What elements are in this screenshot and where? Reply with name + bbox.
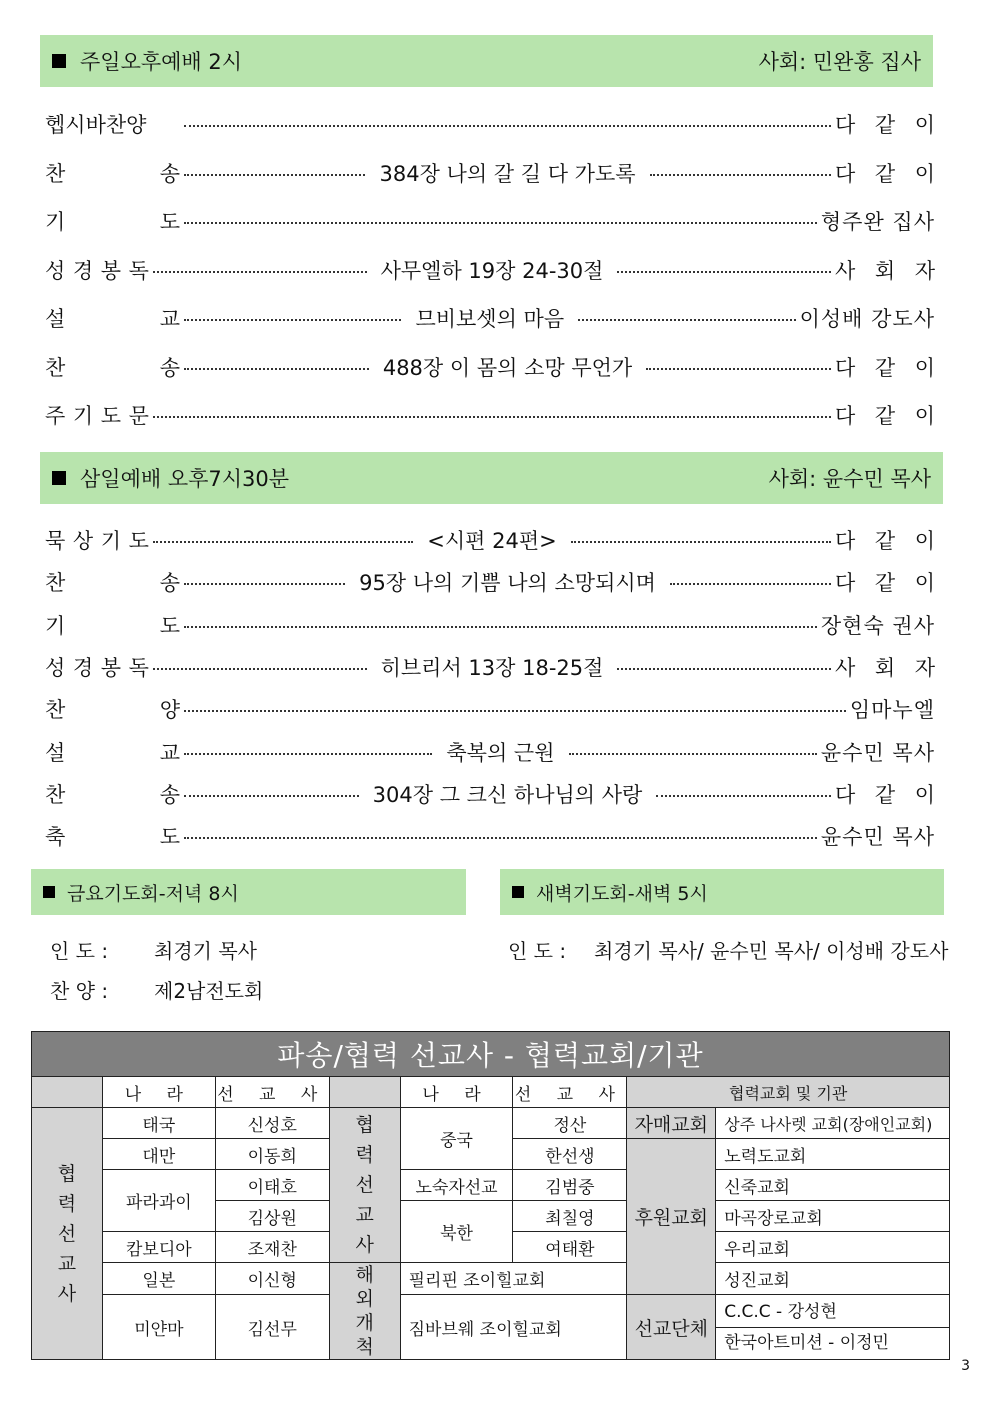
order-of-worship-row	[45, 398, 935, 432]
dotted-leader	[656, 795, 831, 797]
worship-item-detail: <시편 24편>	[427, 529, 557, 553]
dotted-leader	[617, 668, 831, 670]
order-of-worship-row	[45, 301, 935, 335]
square-bullet-icon	[43, 886, 55, 898]
worship-item-label: 주 기 도 문	[45, 404, 149, 428]
worship-item-label: 축 도	[45, 825, 180, 850]
overseas-church: 짐바브웨 조이힐교회	[400, 1295, 627, 1360]
worship-item-leader: 다 같 이	[835, 571, 935, 596]
country-cell: 일본	[102, 1263, 215, 1295]
wednesday-title: 삼일예배 오후7시30분	[80, 467, 290, 491]
dotted-leader	[184, 368, 369, 370]
support-church: 우리교회	[716, 1232, 950, 1263]
worship-item-detail: 므비보셋의 마음	[415, 307, 565, 331]
square-bullet-icon	[512, 886, 524, 898]
dotted-leader	[184, 626, 817, 628]
friday-praise	[50, 975, 263, 1004]
page-number: 3	[961, 1358, 970, 1374]
worship-item-leader: 형주완 집사	[820, 210, 935, 234]
dotted-leader	[650, 174, 831, 176]
mission-org	[716, 1295, 950, 1360]
order-of-worship-row	[45, 650, 935, 684]
worship-item-detail: 384장 나의 갈 길 다 가도록	[379, 161, 636, 186]
friday-title: 금요기도회-저녁 8시	[67, 882, 239, 905]
support-church: 마곡장로교회	[716, 1201, 950, 1232]
worship-item-label: 기 도	[45, 613, 180, 638]
worship-item-label: 찬 송	[45, 571, 180, 596]
missionary-cell: 신성호	[215, 1108, 329, 1139]
missions-table	[31, 1031, 950, 1360]
worship-item-label: 찬 송	[45, 161, 180, 186]
worship-item-label: 찬 송	[45, 355, 180, 380]
order-of-worship-row	[45, 350, 935, 384]
dawn-lead	[508, 935, 948, 964]
order-of-worship-row	[45, 608, 935, 642]
worship-item-label: 헵시바찬양	[45, 113, 147, 137]
sunday-service-header	[40, 35, 933, 87]
order-of-worship-row	[45, 253, 935, 287]
vertical-group-text: 협 력 선 교 사	[355, 1114, 374, 1256]
dotted-leader	[184, 174, 365, 176]
worship-item-label: 설 교	[45, 740, 180, 765]
order-of-worship-row	[45, 565, 935, 599]
dotted-leader	[184, 125, 831, 127]
dawn-prayer-header	[500, 869, 944, 915]
sent-missionary-group	[32, 1108, 103, 1360]
missionary-cell: 정산	[513, 1108, 627, 1139]
col-church-header: 협력교회 및 기관	[627, 1077, 950, 1108]
dotted-leader	[670, 583, 831, 585]
dotted-leader	[578, 319, 795, 321]
dotted-leader	[153, 541, 413, 543]
friday-praise-label: 찬 양 :	[50, 979, 109, 1003]
worship-item-leader: 이성배 강도사	[799, 307, 935, 331]
col-country-header: 나 라	[102, 1077, 215, 1108]
worship-item-leader: 다 같 이	[835, 161, 935, 186]
worship-item-leader: 사 회 자	[835, 655, 935, 680]
missionary-cell: 김선무	[215, 1295, 329, 1360]
worship-item-detail: 히브리서 13장 18-25절	[380, 655, 604, 680]
worship-item-label: 설 교	[45, 307, 180, 331]
dawn-lead-label: 인 도 :	[508, 939, 567, 963]
worship-item-leader: 사 회 자	[835, 258, 935, 283]
col-missionary-header: 선 교 사	[513, 1077, 627, 1108]
dawn-lead-value: 최경기 목사/ 윤수민 목사/ 이성배 강도사	[594, 939, 949, 963]
worship-item-detail: 축복의 근원	[446, 740, 555, 765]
sister-church-label: 자매교회	[627, 1108, 716, 1139]
dotted-leader	[184, 753, 432, 755]
worship-item-detail: 488장 이 몸의 소망 무언가	[382, 355, 633, 380]
worship-item-leader: 다 같 이	[835, 404, 935, 428]
dotted-leader	[184, 319, 401, 321]
dotted-leader	[184, 795, 359, 797]
order-of-worship-row	[45, 692, 935, 726]
order-of-worship-row	[45, 777, 935, 811]
friday-lead	[50, 935, 257, 964]
worship-item-leader: 다 같 이	[835, 782, 935, 807]
order-of-worship-row	[45, 156, 935, 190]
friday-lead-label: 인 도 :	[50, 939, 109, 963]
dotted-leader	[184, 837, 817, 839]
friday-prayer-header	[31, 869, 466, 915]
dotted-leader	[617, 271, 831, 273]
col-missionary-header: 선 교 사	[215, 1077, 329, 1108]
vertical-group-text: 협 력 선 교 사	[57, 1162, 77, 1305]
order-of-worship-row	[45, 819, 935, 853]
mission-org-item: 한국아트미션 - 이정민	[724, 1332, 889, 1353]
order-of-worship-row	[45, 107, 935, 141]
missionary-cell: 이태호	[215, 1170, 329, 1201]
order-of-worship-row	[45, 204, 935, 238]
missionary-cell: 한선생	[513, 1139, 627, 1170]
support-church: 성진교회	[716, 1263, 950, 1295]
order-of-worship-row	[45, 735, 935, 769]
square-bullet-icon	[52, 471, 66, 485]
support-church: 신죽교회	[716, 1170, 950, 1201]
worship-item-label: 성 경 봉 독	[45, 258, 149, 283]
sunday-leader: 사회: 민완홍 집사	[758, 50, 921, 74]
country-cell: 노숙자선교	[400, 1170, 513, 1201]
missionary-cell: 이신형	[215, 1263, 329, 1295]
worship-item-leader: 임마누엘	[849, 698, 935, 723]
support-church: 노력도교회	[716, 1139, 950, 1170]
missionary-cell: 이동희	[215, 1139, 329, 1170]
header-empty-cell	[32, 1077, 103, 1108]
worship-item-leader: 다 같 이	[835, 113, 935, 137]
dotted-leader	[184, 710, 846, 712]
friday-lead-value: 최경기 목사	[154, 939, 257, 963]
missionary-cell: 여태환	[513, 1232, 627, 1263]
worship-item-detail: 95장 나의 기쁨 나의 소망되시며	[359, 571, 656, 596]
missionary-cell: 최칠영	[513, 1201, 627, 1232]
country-cell: 중국	[400, 1108, 513, 1170]
dotted-leader	[569, 753, 817, 755]
support-church-label: 후원교회	[627, 1139, 716, 1295]
country-cell: 캄보디아	[102, 1232, 215, 1263]
missions-title: 파송/협력 선교사 - 협력교회/기관	[32, 1032, 950, 1077]
country-cell: 대만	[102, 1139, 215, 1170]
worship-item-leader: 윤수민 목사	[820, 740, 935, 765]
dotted-leader	[184, 222, 817, 224]
friday-praise-value: 제2남전도회	[154, 979, 264, 1003]
dotted-leader	[646, 368, 831, 370]
worship-item-detail: 사무엘하 19장 24-30절	[380, 258, 604, 283]
worship-item-leader: 다 같 이	[835, 529, 935, 553]
missionary-cell: 김상원	[215, 1201, 329, 1232]
country-cell: 미얀마	[102, 1295, 215, 1360]
worship-item-label: 찬 송	[45, 782, 180, 807]
col-country-header: 나 라	[400, 1077, 513, 1108]
wednesday-leader: 사회: 윤수민 목사	[768, 467, 931, 491]
mission-org-label: 선교단체	[627, 1295, 716, 1360]
dotted-leader	[153, 271, 367, 273]
worship-item-leader: 장현숙 권사	[820, 613, 935, 638]
overseas-church: 필리핀 조이힐교회	[400, 1263, 627, 1295]
worship-item-detail: 304장 그 크신 하나님의 사랑	[372, 782, 643, 807]
worship-item-label: 기 도	[45, 210, 180, 234]
dotted-leader	[153, 416, 831, 418]
country-cell: 북한	[400, 1201, 513, 1263]
missionary-cell: 조재찬	[215, 1232, 329, 1263]
coop-missionary-group	[329, 1108, 400, 1263]
worship-item-label: 묵 상 기 도	[45, 529, 149, 553]
dotted-leader	[153, 668, 367, 670]
sister-church: 상주 나사렛 교회(장애인교회)	[716, 1108, 950, 1139]
square-bullet-icon	[52, 54, 66, 68]
country-cell: 태국	[102, 1108, 215, 1139]
worship-item-leader: 윤수민 목사	[820, 825, 935, 850]
header-empty-cell	[329, 1077, 400, 1108]
worship-item-label: 찬 양	[45, 698, 180, 723]
overseas-planting-group	[329, 1263, 400, 1360]
wednesday-service-header	[40, 452, 943, 504]
country-cell: 파라과이	[102, 1170, 215, 1232]
missionary-cell: 김범중	[513, 1170, 627, 1201]
worship-item-label: 성 경 봉 독	[45, 655, 149, 680]
dawn-title: 새벽기도회-새벽 5시	[536, 882, 708, 905]
order-of-worship-row	[45, 523, 935, 557]
vertical-group-text: 해 외 개 척	[355, 1264, 374, 1358]
worship-item-leader: 다 같 이	[835, 355, 935, 380]
mission-org-item: C.C.C - 강성현	[716, 1297, 949, 1328]
sunday-title: 주일오후예배 2시	[80, 50, 243, 74]
dotted-leader	[184, 583, 345, 585]
dotted-leader	[571, 541, 831, 543]
